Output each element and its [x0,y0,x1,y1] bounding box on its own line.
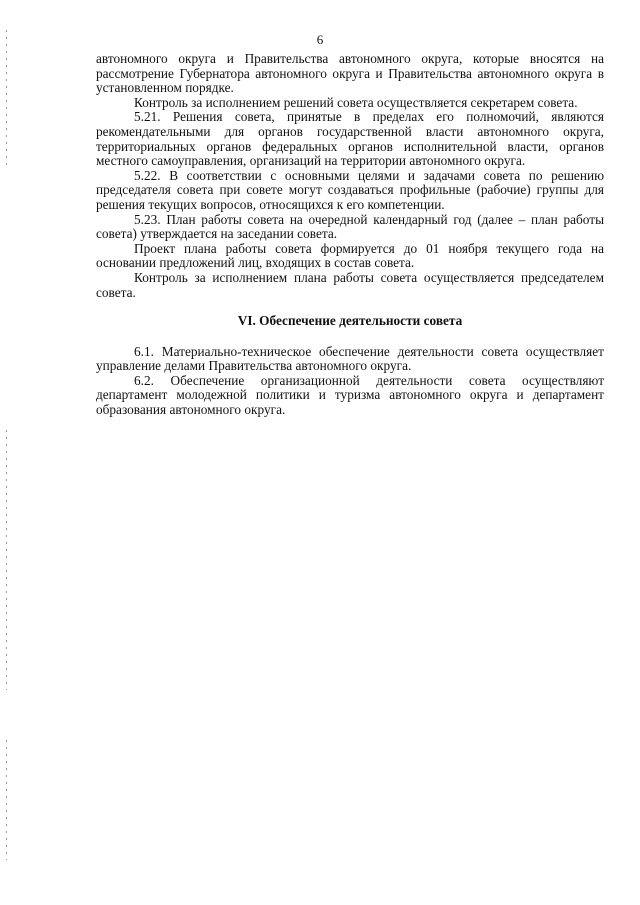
scan-edge-mark-middle [6,430,7,690]
paragraph-6-1: 6.1. Материально-техническое обеспечение деятельности совета осуществляет управление делами Правительства автономного округа. [96,343,604,374]
paragraph-5-23: 5.23. План работы совета на очередной календарный год (далее – план работы совета) утверждается на заседании совета. [96,211,604,242]
paragraph-plan-draft: Проект плана работы совета формируется до 01 ноября текущего года на основании предложений лиц, входящих в состав совета. [96,240,604,271]
paragraph-5-21: 5.21. Решения совета, принятые в пределах его полномочий, являются рекомендательными для органов государственной власти автономного округа, территориальных органов федеральных органов исполнительной власти, органов местного самоуправления, организаций на территории автономного округа. [96,109,604,169]
page-number: 6 [316,32,324,47]
paragraph-control-chairman: Контроль за исполнением плана работы совета осуществляется председателем совета. [96,269,604,300]
paragraph-control-secretary: Контроль за исполнением решений совета осуществляется секретарем совета. [134,94,578,110]
paragraph-continuation: автономного округа и Правительства автономного округа, которые вносятся на рассмотрение Губернатора автономного округа и Правительства автономного округа в установленном порядке. [96,51,604,96]
document-body [96,52,604,418]
section-heading: VI. Обеспечение деятельности совета [237,313,463,329]
scan-edge-mark-bottom [6,740,7,860]
paragraph-6-2: 6.2. Обеспечение организационной деятельности совета осуществляют департамент молодежной политики и туризма автономного округа и департамент образования автономного округа. [96,372,604,418]
scan-edge-mark-top [6,30,7,170]
paragraph-5-22: 5.22. В соответствии с основными целями и задачами совета по решению председателя совета при совете могут создаваться профильные (рабочие) группы для решения текущих вопросов, относящихся к его компетенции. [96,167,604,212]
